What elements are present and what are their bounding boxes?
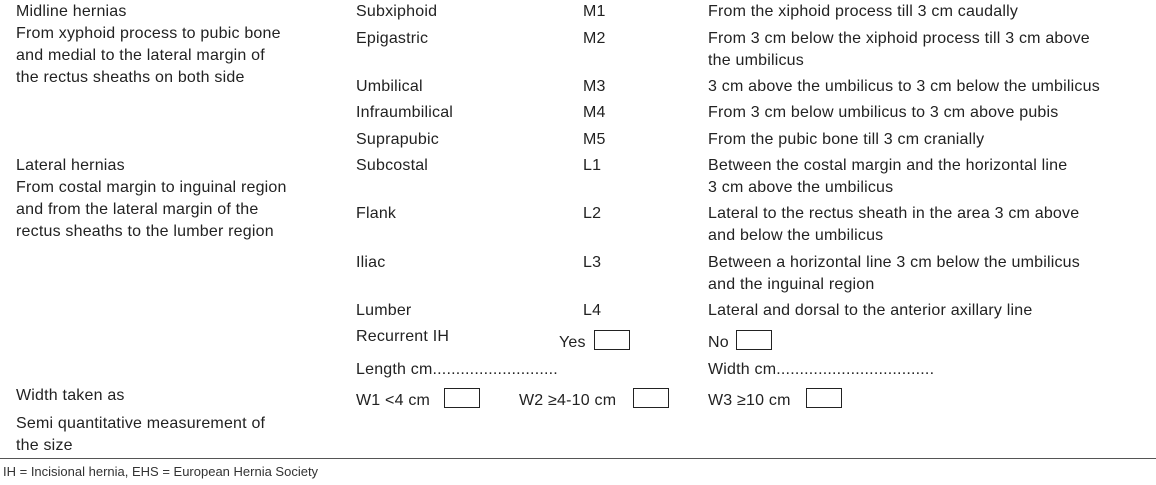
width-heading: Width taken as	[16, 387, 125, 404]
midline-desc-line: and medial to the lateral margin of	[16, 47, 265, 64]
row-code: L3	[583, 254, 602, 271]
lateral-heading: Lateral hernias	[16, 157, 125, 174]
row-description	[708, 203, 1079, 247]
row-code: M3	[583, 78, 606, 95]
midline-description	[16, 23, 281, 89]
row-desc-line: From 3 cm below the xiphoid process till 3 cm above	[708, 30, 1090, 47]
row-desc-line: From the xiphoid process till 3 cm caudally	[708, 3, 1019, 20]
row-description	[708, 1, 1018, 23]
row-desc-line: From the pubic bone till 3 cm cranially	[708, 131, 985, 148]
row-desc-line: 3 cm above the umbilicus	[708, 179, 894, 196]
lateral-desc-line: rectus sheaths to the lumber region	[16, 223, 274, 240]
lateral-description	[16, 177, 287, 243]
row-description	[708, 28, 1090, 72]
row-name: Epigastric	[356, 30, 429, 47]
row-desc-line: Lateral to the rectus sheath in the area 3 cm above	[708, 205, 1080, 222]
row-code: L1	[583, 157, 602, 174]
row-name: Suprapubic	[356, 131, 439, 148]
row-desc-line: and the inguinal region	[708, 276, 875, 293]
width-desc-line: the size	[16, 437, 73, 454]
w2-checkbox[interactable]	[633, 388, 669, 408]
row-name: Infraumbilical	[356, 104, 454, 121]
row-desc-line: Between the costal margin and the horizontal line	[708, 157, 1068, 174]
w1-checkbox[interactable]	[444, 388, 480, 408]
row-code: M5	[583, 131, 606, 148]
table-bottom-rule	[0, 458, 1156, 459]
width-field[interactable]: Width cm..................................	[708, 361, 935, 378]
row-description	[708, 129, 984, 151]
w2-label: W2 ≥4-10 cm	[519, 392, 617, 409]
row-description	[708, 252, 1080, 296]
recurrent-yes-checkbox[interactable]	[594, 330, 630, 350]
w1-label: W1 <4 cm	[356, 392, 431, 409]
midline-heading: Midline hernias	[16, 3, 127, 20]
row-description	[708, 76, 1100, 98]
length-field[interactable]: Length cm...........................	[356, 361, 558, 378]
row-desc-line: Between a horizontal line 3 cm below the umbilicus	[708, 254, 1080, 271]
lateral-desc-line: From costal margin to inguinal region	[16, 179, 287, 196]
row-desc-line: the umbilicus	[708, 52, 804, 69]
recurrent-yes-label: Yes	[559, 334, 586, 351]
w3-checkbox[interactable]	[806, 388, 842, 408]
midline-desc-line: From xyphoid process to pubic bone	[16, 25, 281, 42]
row-code: M2	[583, 30, 606, 47]
width-description	[16, 413, 265, 457]
row-code: L2	[583, 205, 602, 222]
row-name: Flank	[356, 205, 397, 222]
row-description	[708, 300, 1032, 322]
row-desc-line: Lateral and dorsal to the anterior axillary line	[708, 302, 1033, 319]
lateral-desc-line: and from the lateral margin of the	[16, 201, 259, 218]
footnote: IH = Incisional hernia, EHS = European Hernia Society	[3, 464, 319, 479]
row-code: L4	[583, 302, 602, 319]
row-desc-line: 3 cm above the umbilicus to 3 cm below the umbilicus	[708, 78, 1100, 95]
row-code: M4	[583, 104, 606, 121]
row-name: Lumber	[356, 302, 412, 319]
w3-label: W3 ≥10 cm	[708, 392, 791, 409]
row-name: Umbilical	[356, 78, 423, 95]
recurrent-no-checkbox[interactable]	[736, 330, 772, 350]
row-description	[708, 102, 1058, 124]
row-name: Subxiphoid	[356, 3, 438, 20]
row-name: Iliac	[356, 254, 386, 271]
row-description	[708, 155, 1067, 199]
recurrent-label: Recurrent IH	[356, 328, 450, 345]
midline-desc-line: the rectus sheaths on both side	[16, 69, 245, 86]
row-desc-line: From 3 cm below umbilicus to 3 cm above pubis	[708, 104, 1059, 121]
recurrent-no-label: No	[708, 334, 729, 351]
row-name: Subcostal	[356, 157, 429, 174]
row-code: M1	[583, 3, 606, 20]
width-desc-line: Semi quantitative measurement of	[16, 415, 266, 432]
row-desc-line: and below the umbilicus	[708, 227, 884, 244]
